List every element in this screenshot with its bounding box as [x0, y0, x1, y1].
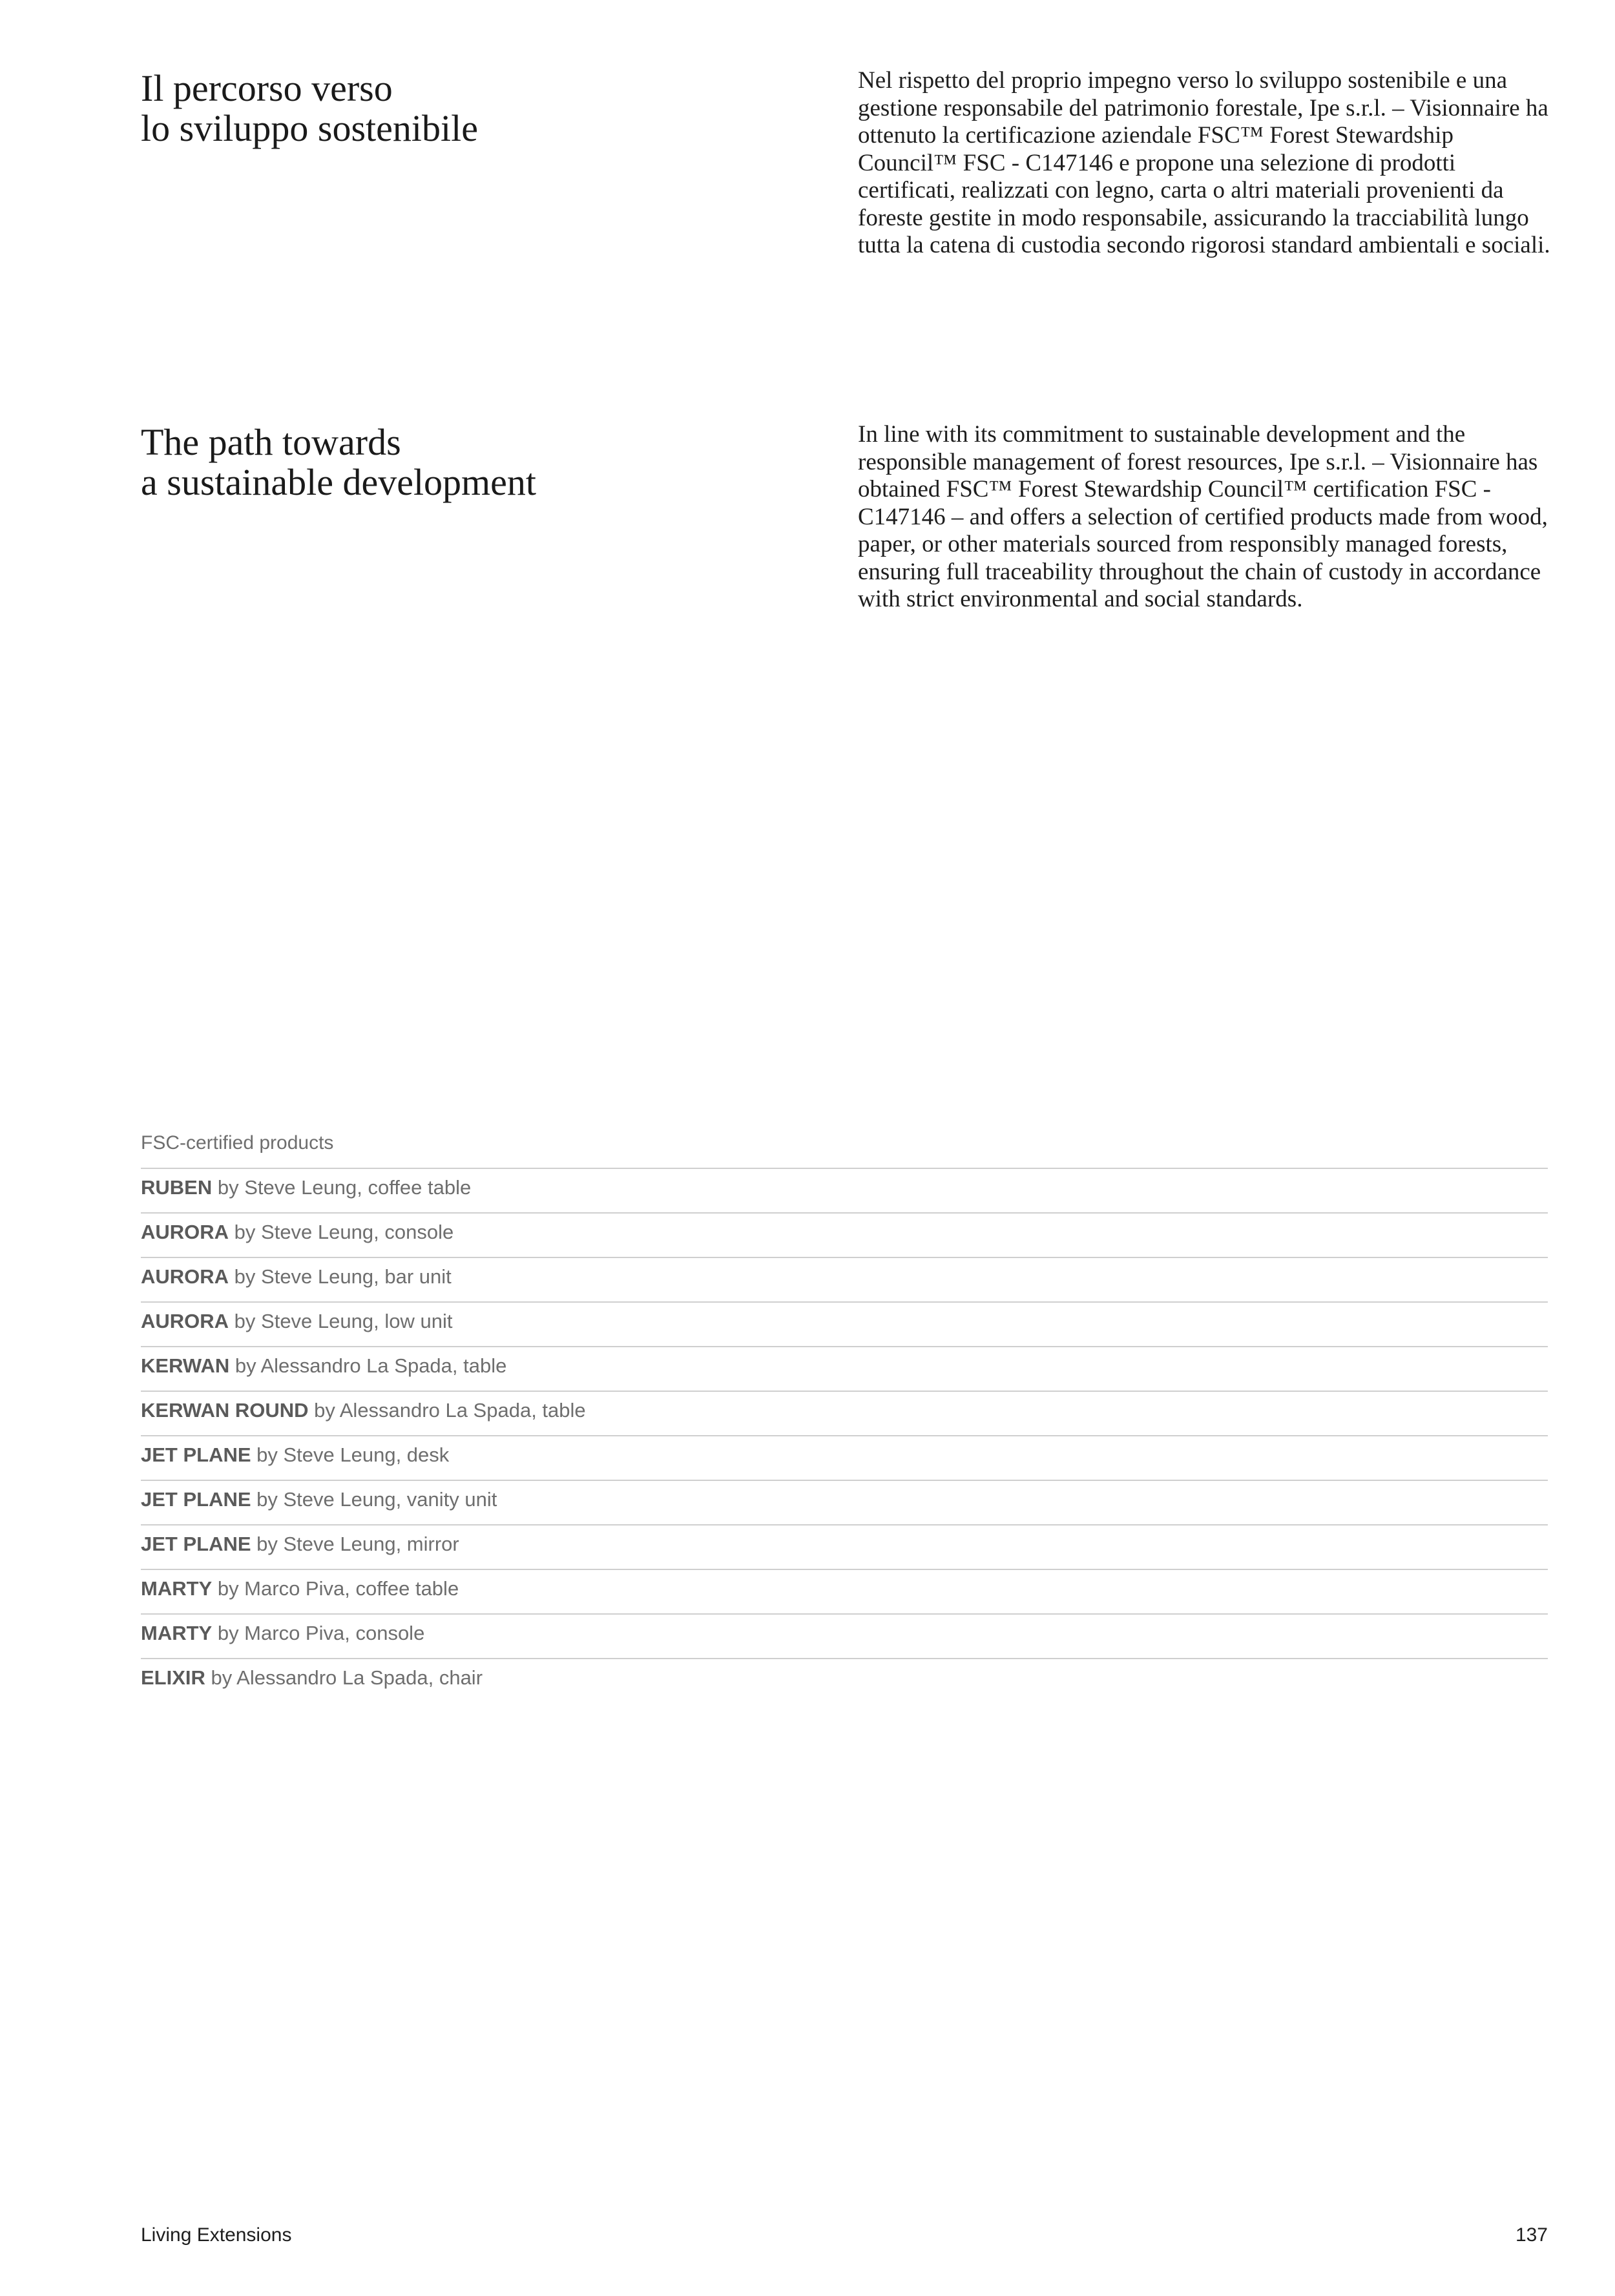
product-name: AURORA: [141, 1310, 229, 1332]
product-name: AURORA: [141, 1221, 229, 1243]
product-detail: by Steve Leung, console: [229, 1221, 454, 1243]
product-row: [141, 1436, 1548, 1481]
page-number: 137: [1515, 2224, 1548, 2246]
product-name: AURORA: [141, 1265, 229, 1288]
product-name: MARTY: [141, 1577, 213, 1600]
product-name: MARTY: [141, 1622, 213, 1644]
product-detail: by Marco Piva, console: [212, 1622, 425, 1644]
product-name: JET PLANE: [141, 1443, 251, 1466]
italian-heading: [141, 68, 478, 149]
product-row: [141, 1258, 1548, 1303]
product-detail: by Steve Leung, vanity unit: [251, 1488, 497, 1511]
product-row: [141, 1570, 1548, 1615]
product-name: RUBEN: [141, 1176, 213, 1199]
fsc-products-list: [141, 1124, 1548, 1704]
product-name: JET PLANE: [141, 1533, 251, 1555]
product-detail: by Steve Leung, mirror: [251, 1533, 459, 1555]
product-detail: by Steve Leung, low unit: [229, 1310, 453, 1332]
product-row: [141, 1525, 1548, 1570]
product-name: KERWAN ROUND: [141, 1399, 309, 1422]
product-name: KERWAN: [141, 1354, 230, 1377]
products-list-title: FSC-certified products: [141, 1124, 1548, 1169]
product-row: [141, 1347, 1548, 1392]
english-heading-line-1: The path towards: [141, 421, 401, 463]
product-detail: by Steve Leung, coffee table: [212, 1176, 472, 1199]
product-detail: by Alessandro La Spada, chair: [205, 1666, 483, 1689]
product-row: [141, 1615, 1548, 1659]
product-row: [141, 1481, 1548, 1525]
product-row: [141, 1303, 1548, 1347]
english-heading: [141, 422, 536, 502]
product-detail: by Marco Piva, coffee table: [212, 1577, 459, 1600]
product-row: [141, 1214, 1548, 1258]
product-row: [141, 1392, 1548, 1436]
footer-section-title: Living Extensions: [141, 2224, 292, 2246]
product-detail: by Steve Leung, bar unit: [229, 1265, 452, 1288]
product-name: ELIXIR: [141, 1666, 205, 1689]
product-detail: by Alessandro La Spada, table: [229, 1354, 507, 1377]
italian-heading-line-2: lo sviluppo sostenibile: [141, 107, 478, 149]
english-body-paragraph: In line with its commitment to sustainable development and the responsible management of forest resources, Ipe s.r.l. – Visionnaire has obtained FSC™ Forest Stewardship Council™ certification FSC - C147146 – and offers a selection of certified products made from wood, paper, or other materials sourced from responsibly managed forests, ensuring full traceability throughout the chain of custody in accordance with strict environmental and social standards.: [858, 421, 1548, 612]
italian-heading-line-1: Il percorso verso: [141, 67, 393, 109]
product-name: JET PLANE: [141, 1488, 251, 1511]
product-detail: by Steve Leung, desk: [251, 1443, 450, 1466]
english-heading-line-2: a sustainable development: [141, 461, 537, 503]
product-row: [141, 1169, 1548, 1214]
italian-body-paragraph: Nel rispetto del proprio impegno verso lo sviluppo sostenibile e una gestione responsabile del patrimonio forestale, Ipe s.r.l. – Visionnaire ha ottenuto la certificazione aziendale FSC™ Forest Stewardship Council™ FSC - C147146 e propone una selezione di prodotti certificati, realizzati con legno, carta o altri materiali provenienti da foreste gestite in modo responsabile, assicurando la tracciabilità lungo tutta la catena di custodia secondo rigorosi standard ambientali e sociali.: [858, 67, 1550, 258]
product-detail: by Alessandro La Spada, table: [308, 1399, 586, 1422]
product-row: [141, 1659, 1548, 1704]
